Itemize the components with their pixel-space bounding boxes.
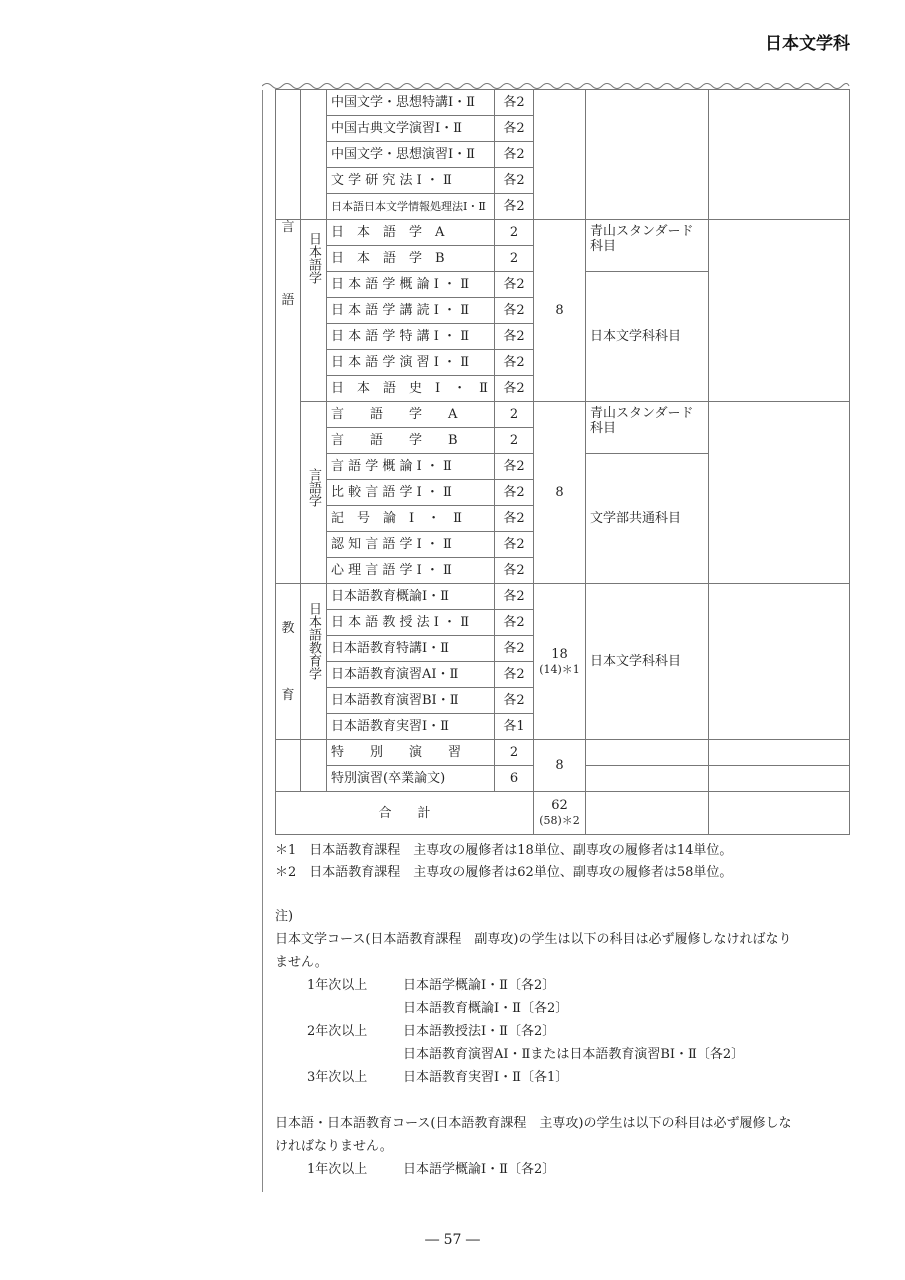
course-units: 各2 <box>495 90 534 116</box>
course-units: 各2 <box>495 688 534 714</box>
course-name: 日 本 語 史 Ⅰ ・ Ⅱ <box>327 376 495 402</box>
list-item: 3年次以上 日本語教育実習Ⅰ・Ⅱ〔各1〕 <box>307 1070 569 1085</box>
notes-heading: 注) <box>275 909 294 924</box>
course-name: 日本語教育概論Ⅰ・Ⅱ <box>327 584 495 610</box>
course-units: 各2 <box>495 662 534 688</box>
notes-cell <box>709 402 850 584</box>
course-name: 日 本 語 学 演 習 Ⅰ ・ Ⅱ <box>327 350 495 376</box>
course-units: 6 <box>495 766 534 792</box>
table-row <box>276 90 850 116</box>
category-char: 語 <box>281 293 295 308</box>
notes-paragraph: 日本語・日本語教育コース(日本語教育課程 主専攻)の学生は以下の科目は必ず履修しな <box>275 1116 792 1131</box>
table-row <box>276 584 850 610</box>
page-number: ― 57 ― <box>425 1232 480 1248</box>
category-char: 育 <box>281 687 295 703</box>
course-units: 2 <box>495 428 534 454</box>
course-name: 日 本 語 学 講 読 Ⅰ ・ Ⅱ <box>327 298 495 324</box>
course-units: 各2 <box>495 324 534 350</box>
course-name: 言 語 学 A <box>327 402 495 428</box>
notes-section <box>275 905 855 1181</box>
total-label: 合 計 <box>276 792 534 835</box>
notes-cell <box>709 584 850 740</box>
course-units: 各2 <box>495 480 534 506</box>
course-name: 日 本 語 学 B <box>327 246 495 272</box>
notes-cell <box>709 220 850 402</box>
table-row <box>276 740 850 766</box>
course-units: 2 <box>495 220 534 246</box>
course-type: 青山スタンダード科目 <box>586 220 709 272</box>
course-name: 特 別 演 習 <box>327 740 495 766</box>
course-units: 各2 <box>495 532 534 558</box>
course-name: 中国文学・思想特講Ⅰ・Ⅱ <box>327 90 495 116</box>
course-units: 2 <box>495 246 534 272</box>
notes-cell <box>709 740 850 766</box>
course-name: 記 号 論 Ⅰ ・ Ⅱ <box>327 506 495 532</box>
notes-cell <box>709 792 850 835</box>
notes-cell <box>709 90 850 220</box>
course-units: 各1 <box>495 714 534 740</box>
course-units: 各2 <box>495 194 534 220</box>
course-name: 日 本 語 学 A <box>327 220 495 246</box>
notes-paragraph: ければなりません。 <box>275 1139 393 1154</box>
course-name: 日本語教育演習AⅠ・Ⅱ <box>327 662 495 688</box>
table-row <box>276 402 850 428</box>
category-kyouiku <box>276 584 301 740</box>
course-name: 特別演習(卒業論文) <box>327 766 495 792</box>
subcategory-nihongokyouikugaku: 日本語教育学 <box>301 584 327 740</box>
required-units: 8 <box>534 402 586 584</box>
curriculum-table <box>275 89 850 835</box>
required-units: 8 <box>534 740 586 792</box>
footnote: ＊2 日本語教育課程 主専攻の履修者は62単位、副専攻の履修者は58単位。 <box>275 865 733 880</box>
required-units-cell <box>534 90 586 220</box>
course-type: 日本文学科科目 <box>586 272 709 402</box>
footnote: ＊1 日本語教育課程 主専攻の履修者は18単位、副専攻の履修者は14単位。 <box>275 843 733 858</box>
left-margin-line <box>262 90 263 1192</box>
course-name: 中国文学・思想演習Ⅰ・Ⅱ <box>327 142 495 168</box>
course-name: 心 理 言 語 学 Ⅰ ・ Ⅱ <box>327 558 495 584</box>
course-type-cell <box>586 792 709 835</box>
subcategory-nihongogaku: 日本語学 <box>301 220 327 402</box>
course-units: 各2 <box>495 506 534 532</box>
course-name: 認 知 言 語 学 Ⅰ ・ Ⅱ <box>327 532 495 558</box>
course-name: 日本語教育演習BⅠ・Ⅱ <box>327 688 495 714</box>
course-type-cell <box>586 740 709 766</box>
course-type-cell <box>586 90 709 220</box>
course-name: 日本語日本文学情報処理法Ⅰ・Ⅱ <box>327 194 495 220</box>
subcategory-gengogaku: 言語学 <box>301 402 327 584</box>
total-row <box>276 792 850 835</box>
category-cell <box>276 90 301 220</box>
notes-paragraph: ません。 <box>275 955 328 970</box>
category-cell <box>276 740 301 792</box>
notes-cell <box>709 766 850 792</box>
course-name: 日本語教育実習Ⅰ・Ⅱ <box>327 714 495 740</box>
course-units: 各2 <box>495 142 534 168</box>
course-type: 日本文学科科目 <box>586 584 709 740</box>
list-item: 1年次以上 日本語学概論Ⅰ・Ⅱ〔各2〕 <box>307 978 556 993</box>
course-units: 各2 <box>495 350 534 376</box>
course-units: 各2 <box>495 168 534 194</box>
course-units: 各2 <box>495 610 534 636</box>
course-units: 各2 <box>495 376 534 402</box>
department-title: 日本文学科 <box>765 34 850 54</box>
course-type: 青山スタンダード科目 <box>586 402 709 454</box>
course-units: 各2 <box>495 454 534 480</box>
list-item: 日本語教育概論Ⅰ・Ⅱ〔各2〕 <box>403 1001 569 1016</box>
table-row <box>276 220 850 246</box>
course-units: 各2 <box>495 636 534 662</box>
required-units: 8 <box>534 220 586 402</box>
course-units: 各2 <box>495 298 534 324</box>
course-units: 2 <box>495 740 534 766</box>
list-item: 日本語教育演習AⅠ・Ⅱまたは日本語教育演習BⅠ・Ⅱ〔各2〕 <box>403 1047 745 1062</box>
category-char: 教 <box>281 620 295 636</box>
notes-paragraph: 日本文学コース(日本語教育課程 副専攻)の学生は以下の科目は必ず履修しなければなり <box>275 932 792 947</box>
list-item: 1年次以上 日本語学概論Ⅰ・Ⅱ〔各2〕 <box>307 1162 556 1177</box>
course-type-cell <box>586 766 709 792</box>
course-units: 各2 <box>495 558 534 584</box>
subcategory-cell <box>301 90 327 220</box>
course-name: 日 本 語 教 授 法 Ⅰ ・ Ⅱ <box>327 610 495 636</box>
category-gengo <box>276 220 301 584</box>
course-name: 中国古典文学演習Ⅰ・Ⅱ <box>327 116 495 142</box>
course-name: 文 学 研 究 法 Ⅰ ・ Ⅱ <box>327 168 495 194</box>
footnotes <box>275 840 855 884</box>
course-name: 日 本 語 学 概 論 Ⅰ ・ Ⅱ <box>327 272 495 298</box>
course-units: 各2 <box>495 116 534 142</box>
course-name: 日本語教育特講Ⅰ・Ⅱ <box>327 636 495 662</box>
category-char: 言 <box>281 220 295 235</box>
course-units: 2 <box>495 402 534 428</box>
course-name: 比 較 言 語 学 Ⅰ ・ Ⅱ <box>327 480 495 506</box>
course-units: 各2 <box>495 584 534 610</box>
course-name: 言 語 学 B <box>327 428 495 454</box>
course-name: 言 語 学 概 論 Ⅰ ・ Ⅱ <box>327 454 495 480</box>
required-units: 18 (14)＊1 <box>534 584 586 740</box>
subcategory-cell <box>301 740 327 792</box>
course-units: 各2 <box>495 272 534 298</box>
course-type: 文学部共通科目 <box>586 454 709 584</box>
total-units: 62 (58)＊2 <box>534 792 586 835</box>
list-item: 2年次以上 日本語教授法Ⅰ・Ⅱ〔各2〕 <box>307 1024 556 1039</box>
course-name: 日 本 語 学 特 講 Ⅰ ・ Ⅱ <box>327 324 495 350</box>
